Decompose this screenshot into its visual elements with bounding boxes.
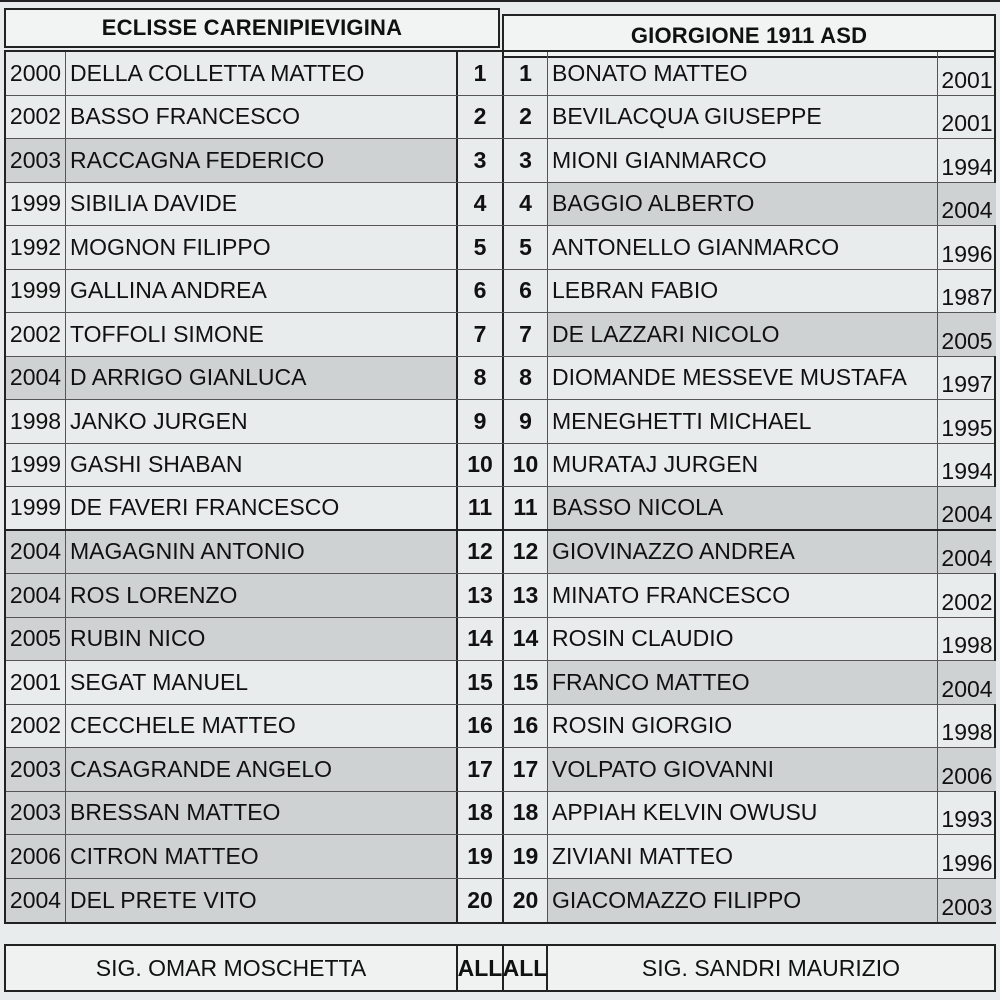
table-row xyxy=(6,487,994,531)
away-shirt-number: 11 xyxy=(504,487,548,529)
away-shirt-number: 20 xyxy=(504,879,548,923)
home-player-name: GASHI SHABAN xyxy=(66,444,458,487)
away-shirt-number: 19 xyxy=(504,835,548,878)
table-row xyxy=(6,705,994,749)
top-rule xyxy=(0,0,1000,2)
away-shirt-number: 9 xyxy=(504,400,548,443)
away-shirt-number: 15 xyxy=(504,661,548,704)
away-player-name: LEBRAN FABIO xyxy=(548,270,938,313)
home-shirt-number: 15 xyxy=(458,661,504,704)
home-player-year: 2002 xyxy=(6,96,66,139)
table-row xyxy=(6,52,994,96)
away-player-name: MURATAJ JURGEN xyxy=(548,444,938,487)
home-player-name: BRESSAN MATTEO xyxy=(66,792,458,835)
home-player-name: BASSO FRANCESCO xyxy=(66,96,458,139)
home-player-name: D ARRIGO GIANLUCA xyxy=(66,357,458,400)
home-player-name: SEGAT MANUEL xyxy=(66,661,458,704)
home-shirt-number: 11 xyxy=(458,487,504,529)
home-player-name: DELLA COLLETTA MATTEO xyxy=(66,52,458,95)
away-shirt-number: 3 xyxy=(504,139,548,182)
away-team-header: GIORGIONE 1911 ASD xyxy=(502,14,996,58)
home-player-name: GALLINA ANDREA xyxy=(66,270,458,313)
home-player-name: TOFFOLI SIMONE xyxy=(66,313,458,356)
table-row xyxy=(6,313,994,357)
home-shirt-number: 6 xyxy=(458,270,504,313)
away-player-year: 1994 xyxy=(941,458,993,485)
away-player-name: MENEGHETTI MICHAEL xyxy=(548,400,938,443)
away-player-year: 1993 xyxy=(941,806,993,833)
away-player-name: VOLPATO GIOVANNI xyxy=(548,748,938,791)
away-player-year: 1996 xyxy=(941,849,993,876)
home-player-year: 2001 xyxy=(6,661,66,704)
away-player-year: 2004 xyxy=(941,501,993,528)
away-player-name: BEVILACQUA GIUSEPPE xyxy=(548,96,938,139)
table-row xyxy=(6,835,994,879)
away-player-name: GIACOMAZZO FILIPPO xyxy=(548,879,938,923)
away-player-name: ZIVIANI MATTEO xyxy=(548,835,938,878)
home-player-name: RACCAGNA FEDERICO xyxy=(66,139,458,182)
away-player-name: DIOMANDE MESSEVE MUSTAFA xyxy=(548,357,938,400)
home-player-year: 1999 xyxy=(6,183,66,226)
home-player-year: 2002 xyxy=(6,313,66,356)
away-player-name: ANTONELLO GIANMARCO xyxy=(548,226,938,269)
away-shirt-number: 1 xyxy=(504,52,548,95)
away-shirt-number: 10 xyxy=(504,444,548,487)
away-player-year: 2005 xyxy=(941,327,993,354)
home-player-year: 1999 xyxy=(6,487,66,529)
away-player-year: 2001 xyxy=(941,66,993,93)
away-player-name: ROSIN CLAUDIO xyxy=(548,618,938,661)
away-shirt-number: 14 xyxy=(504,618,548,661)
home-shirt-number: 17 xyxy=(458,748,504,791)
home-shirt-number: 4 xyxy=(458,183,504,226)
home-shirt-number: 18 xyxy=(458,792,504,835)
table-row xyxy=(6,618,994,662)
away-shirt-number: 4 xyxy=(504,183,548,226)
away-player-name: APPIAH KELVIN OWUSU xyxy=(548,792,938,835)
home-shirt-number: 10 xyxy=(458,444,504,487)
away-player-year: 2004 xyxy=(941,545,993,572)
home-player-name: DE FAVERI FRANCESCO xyxy=(66,487,458,529)
table-row xyxy=(6,270,994,314)
home-shirt-number: 13 xyxy=(458,574,504,617)
home-player-year: 1992 xyxy=(6,226,66,269)
home-player-name: CITRON MATTEO xyxy=(66,835,458,878)
home-player-year: 2003 xyxy=(6,748,66,791)
away-shirt-number: 16 xyxy=(504,705,548,748)
home-shirt-number: 5 xyxy=(458,226,504,269)
away-player-year: 1987 xyxy=(941,284,993,311)
away-player-year: 2001 xyxy=(941,110,993,137)
away-player-year: 2004 xyxy=(941,675,993,702)
home-player-name: DEL PRETE VITO xyxy=(66,879,458,923)
home-player-year: 2004 xyxy=(6,574,66,617)
away-shirt-number: 2 xyxy=(504,96,548,139)
table-row xyxy=(6,400,994,444)
away-player-year: 2002 xyxy=(941,588,993,615)
away-shirt-number: 12 xyxy=(504,531,548,574)
table-row xyxy=(6,139,994,183)
home-player-name: JANKO JURGEN xyxy=(66,400,458,443)
home-shirt-number: 12 xyxy=(458,531,504,574)
away-player-name: MINATO FRANCESCO xyxy=(548,574,938,617)
home-player-year: 2002 xyxy=(6,705,66,748)
away-player-year: 1998 xyxy=(941,632,993,659)
home-player-name: SIBILIA DAVIDE xyxy=(66,183,458,226)
table-row xyxy=(6,357,994,401)
table-row xyxy=(6,792,994,836)
home-team-header: ECLISSE CARENIPIEVIGINA xyxy=(4,8,500,48)
away-player-year: 1994 xyxy=(941,153,993,180)
home-shirt-number: 8 xyxy=(458,357,504,400)
table-row xyxy=(6,96,994,140)
home-shirt-number: 3 xyxy=(458,139,504,182)
home-player-name: MOGNON FILIPPO xyxy=(66,226,458,269)
away-coach: SIG. SANDRI MAURIZIO xyxy=(641,954,901,981)
home-player-year: 1999 xyxy=(6,270,66,313)
table-row xyxy=(6,444,994,488)
table-row xyxy=(6,661,994,705)
home-shirt-number: 7 xyxy=(458,313,504,356)
home-shirt-number: 20 xyxy=(458,879,504,923)
table-row xyxy=(6,226,994,270)
away-player-name: ROSIN GIORGIO xyxy=(548,705,938,748)
home-shirt-number: 19 xyxy=(458,835,504,878)
lineup-table xyxy=(4,50,996,924)
away-player-name: MIONI GIANMARCO xyxy=(548,139,938,182)
home-player-name: CASAGRANDE ANGELO xyxy=(66,748,458,791)
home-player-name: RUBIN NICO xyxy=(66,618,458,661)
away-player-name: GIOVINAZZO ANDREA xyxy=(548,531,938,574)
home-coach-role: ALL xyxy=(458,946,504,990)
home-player-year: 2006 xyxy=(6,835,66,878)
away-player-year: 1996 xyxy=(941,240,993,267)
home-player-year: 2003 xyxy=(6,139,66,182)
away-player-year: 1995 xyxy=(941,414,993,441)
table-row xyxy=(6,574,994,618)
away-shirt-number: 17 xyxy=(504,748,548,791)
away-player-name: DE LAZZARI NICOLO xyxy=(548,313,938,356)
away-player-year: 2003 xyxy=(941,893,993,920)
home-player-year: 2003 xyxy=(6,792,66,835)
away-player-name: FRANCO MATTEO xyxy=(548,661,938,704)
home-player-name: CECCHELE MATTEO xyxy=(66,705,458,748)
home-shirt-number: 2 xyxy=(458,96,504,139)
away-shirt-number: 5 xyxy=(504,226,548,269)
away-player-name: BONATO MATTEO xyxy=(548,52,938,95)
home-shirt-number: 14 xyxy=(458,618,504,661)
home-shirt-number: 1 xyxy=(458,52,504,95)
away-shirt-number: 6 xyxy=(504,270,548,313)
coaches-row xyxy=(4,944,996,992)
away-coach-role: ALL xyxy=(504,946,548,990)
away-shirt-number: 8 xyxy=(504,357,548,400)
home-player-year: 2004 xyxy=(6,531,66,574)
away-player-year: 1998 xyxy=(941,719,993,746)
table-row xyxy=(6,531,994,575)
away-player-year: 2004 xyxy=(941,197,993,224)
away-shirt-number: 7 xyxy=(504,313,548,356)
home-coach: SIG. OMAR MOSCHETTA xyxy=(6,946,458,990)
table-row xyxy=(6,183,994,227)
away-shirt-number: 18 xyxy=(504,792,548,835)
away-player-year: 2006 xyxy=(941,762,993,789)
table-row xyxy=(6,879,994,923)
home-player-year: 2005 xyxy=(6,618,66,661)
away-shirt-number: 13 xyxy=(504,574,548,617)
home-player-year: 2004 xyxy=(6,357,66,400)
table-row xyxy=(6,748,994,792)
home-player-name: ROS LORENZO xyxy=(66,574,458,617)
away-player-name: BAGGIO ALBERTO xyxy=(548,183,938,226)
home-player-year: 2004 xyxy=(6,879,66,923)
home-shirt-number: 16 xyxy=(458,705,504,748)
away-player-name: BASSO NICOLA xyxy=(548,487,938,529)
home-player-year: 2000 xyxy=(6,52,66,95)
home-player-name: MAGAGNIN ANTONIO xyxy=(66,531,458,574)
home-shirt-number: 9 xyxy=(458,400,504,443)
away-player-year: 1997 xyxy=(941,371,993,398)
home-player-year: 1999 xyxy=(6,444,66,487)
home-player-year: 1998 xyxy=(6,400,66,443)
